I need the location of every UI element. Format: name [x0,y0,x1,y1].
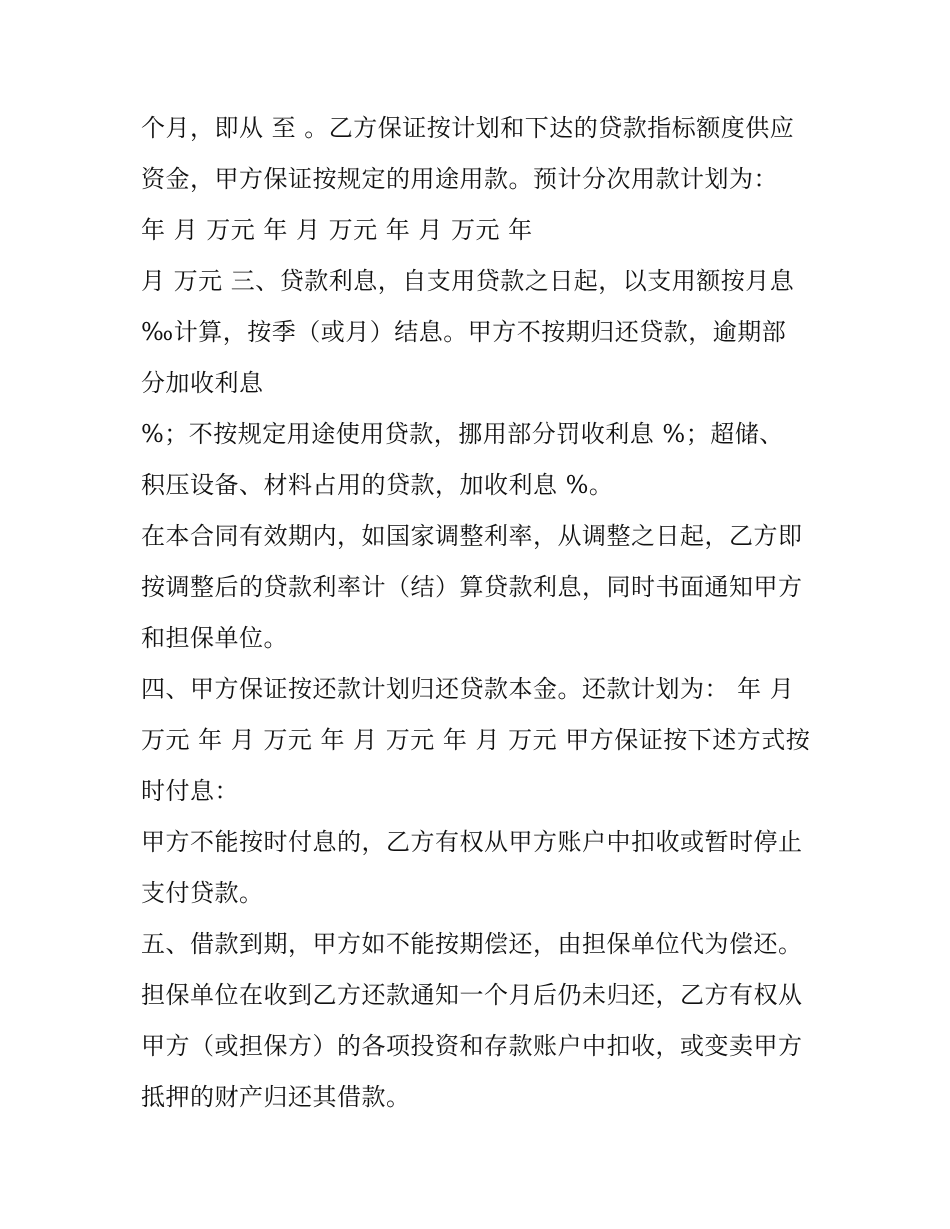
text-line: 资金，甲方保证按规定的用途用款。预计分次用款计划为： [141,165,778,193]
text-line: 按调整后的贷款利率计（结）算贷款利息，同时书面通知甲方 [141,573,803,601]
text-line: 积压设备、材料占用的贷款，加收利息 %。 [141,471,614,499]
text-line: 抵押的财产归还其借款。 [141,1083,411,1111]
text-line: 万元 年 月 万元 年 月 万元 年 月 万元 甲方保证按下述方式按 [141,726,811,754]
text-line: 和担保单位。 [141,624,288,652]
text-line: 年 月 万元 年 月 万元 年 月 万元 年 [141,216,533,244]
text-line: 支付贷款。 [141,879,264,907]
text-line: 甲方（或担保方）的各项投资和存款账户中扣收，或变卖甲方 [141,1032,803,1060]
text-line: %；不按规定用途使用贷款，挪用部分罚收利息 %；超储、 [141,420,784,448]
text-line: 月 万元 三、贷款利息，自支用贷款之日起，以支用额按月息 [141,267,795,295]
text-line: 时付息： [141,777,239,805]
text-line: ‰计算，按季（或月）结息。甲方不按期归还贷款，逾期部 [141,318,787,346]
text-line: 五、借款到期，甲方如不能按期偿还，由担保单位代为偿还。 [141,930,803,958]
text-line: 四、甲方保证按还款计划归还贷款本金。还款计划为： 年 月 [141,675,795,703]
text-line: 在本合同有效期内，如国家调整利率，从调整之日起，乙方即 [141,522,803,550]
text-line: 担保单位在收到乙方还款通知一个月后仍未归还，乙方有权从 [141,981,803,1009]
text-line: 个月，即从 至 。乙方保证按计划和下达的贷款指标额度供应 [141,114,795,142]
text-line: 分加收利息 [141,369,264,397]
text-line: 甲方不能按时付息的，乙方有权从甲方账户中扣收或暂时停止 [141,828,803,856]
document-body [141,103,831,1123]
